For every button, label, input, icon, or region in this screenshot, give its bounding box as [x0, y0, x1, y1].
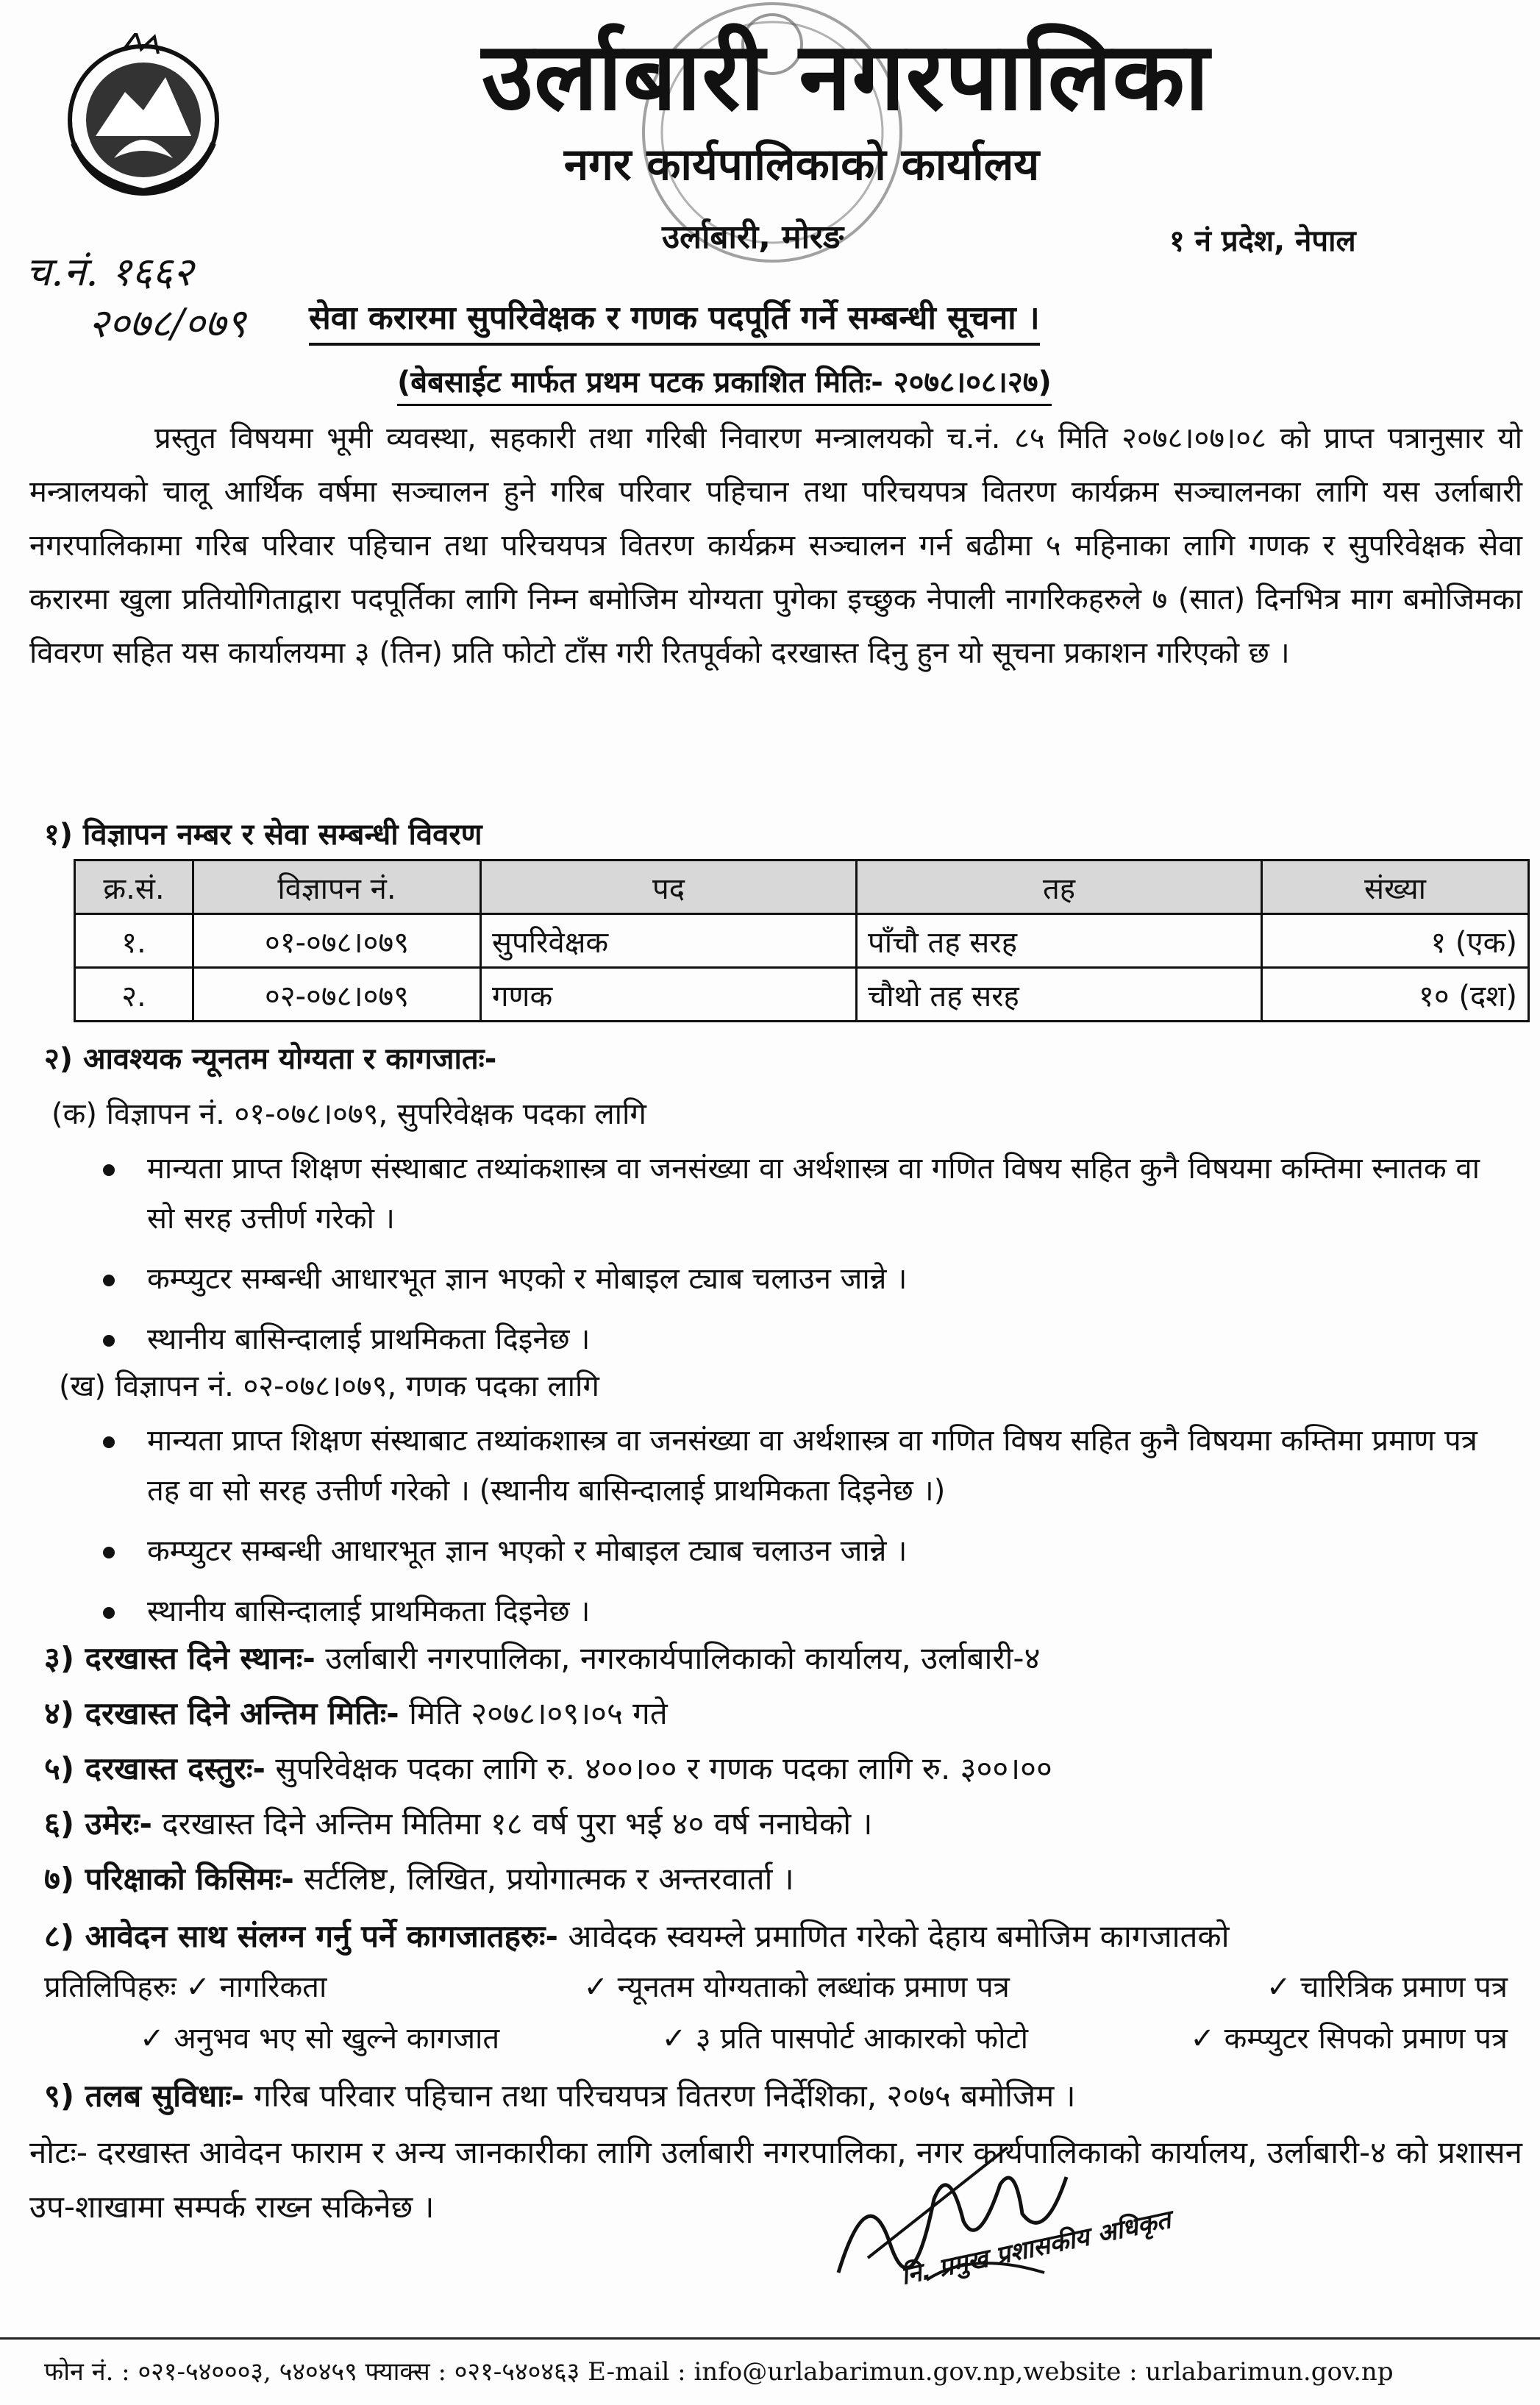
bullet-icon — [103, 1164, 115, 1176]
application-place — [44, 1636, 1040, 1678]
contact-footer: फोन नं. : ०२१-५४०००३, ५४०४५९ फ्याक्स : ०२१-५४०४६३ E-mail : info@urlabarimun.gov.np,website : urlabarimun.gov.np — [44, 2357, 1394, 2387]
column-header: विज्ञापन नं. — [193, 861, 481, 914]
bullet-icon — [103, 1335, 115, 1347]
item-label: ७) परिक्षाको किसिमः- — [44, 1861, 294, 1897]
table-cell: ०१-०७८।०७९ — [193, 914, 481, 968]
check-item: ✓ चारित्रिक प्रमाण पत्र — [1266, 1970, 1508, 2004]
table-cell: पाँचौ तह सरह — [857, 914, 1262, 968]
list-item-text: मान्यता प्राप्त शिक्षण संस्थाबाट तथ्यांकशास्त्र वा जनसंख्या वा अर्थशास्त्र वा गणित विषय सहित कुनै विषयमा कम्तिमा स्नातक वा सो सरह उत्तीर्ण गरेको । — [147, 1152, 1480, 1236]
part-b-title: (ख) विज्ञापन नं. ०२-०७८।०७९, गणक पदका लागि — [59, 1369, 599, 1403]
list-item — [103, 1416, 1515, 1516]
list-item-text: स्थानीय बासिन्दालाई प्राथमिकता दिइनेछ । — [147, 1322, 591, 1356]
notice-heading: सेवा करारमा सुपरिवेक्षक र गणक पदपूर्ति गर्ने सम्बन्धी सूचना । — [309, 294, 1040, 346]
signing-officer: नि. प्रमुख प्रशासकीय अधिकृत — [898, 2205, 1174, 2292]
table-cell: १० (दश) — [1262, 968, 1529, 1022]
column-header: पद — [481, 861, 857, 914]
list-item-text: स्थानीय बासिन्दालाई प्राथमिकता दिइनेछ । — [147, 1595, 591, 1628]
table-cell: १ (एक) — [1262, 914, 1529, 968]
check-item: ✓ न्यूनतम योग्यताको लब्धांक प्रमाण पत्र — [583, 1970, 1010, 2004]
item-value: गरिब परिवार पहिचान तथा परिचयपत्र वितरण निर्देशिका, २०७५ बमोजिम । — [254, 2078, 1076, 2114]
office-location: उर्लाबारी, मोरङ — [662, 218, 844, 256]
age-requirement — [44, 1802, 872, 1844]
column-header: तह — [857, 861, 1262, 914]
fiscal-year: २०७८/०७९ — [88, 300, 246, 346]
part-a-title: (क) विज्ञापन नं. ०१-०७८।०७९, सुपरिवेक्षक पदका लागि — [51, 1097, 646, 1131]
application-deadline — [44, 1692, 668, 1734]
vacancy-table — [74, 859, 1530, 1022]
list-item — [103, 1526, 1515, 1576]
required-documents — [44, 1912, 1508, 1961]
bullet-icon — [103, 1547, 115, 1558]
part-b-list — [103, 1416, 1515, 1647]
exam-type — [44, 1857, 794, 1899]
municipality-title: उर्लाबारी नगरपालिका — [481, 22, 1211, 132]
list-item — [103, 1314, 1515, 1364]
part-a-list — [103, 1144, 1515, 1375]
document-checklist-row-2 — [140, 2017, 1508, 2057]
bullet-icon — [103, 1607, 115, 1619]
table-cell: २. — [75, 968, 193, 1022]
application-fee — [44, 1747, 1052, 1789]
item-label: ८) आवेदन साथ संलग्न गर्नु पर्ने कागजातहरुः- — [44, 1918, 558, 1954]
bullet-icon — [103, 1436, 115, 1448]
notice-intro: प्रस्तुत विषयमा भूमी व्यवस्था, सहकारी तथा गरिबी निवारण मन्त्रालयको च.नं. ८५ मिति २०७८।०७।०८ को प्राप्त पत्रानुसार यो मन्त्रालयको चालू आर्थिक वर्षमा सञ्चालन हुने गरिब परिवार पहिचान तथा परिचयपत्र वितरण कार्यक्रम सञ्चालनका लागि यस उर्लाबारी नगरपालिकामा गरिब परिवार पहिचान तथा परिचयपत्र वितरण कार्यक्रम सञ्चालन गर्न बढीमा ५ महिनाका लागि गणक र सुपरिवेक्षक सेवा करारमा खुला प्रतियोगिताद्वारा पदपूर्तिका लागि निम्न बमोजिम योग्यता पुगेका इच्छुक नेपाली नागरिकहरुले ७ (सात) दिनभित्र माग बमोजिमका विवरण सहित यस कार्यालयमा ३ (तिन) प्रति फोटो टाँस गरी रितपूर्वको दरखास्त दिनु हुन यो सूचना प्रकाशन गरिएको छ । — [29, 421, 1522, 670]
check-item: ✓ कम्प्युटर सिपको प्रमाण पत्र — [1190, 2022, 1508, 2056]
list-item — [103, 1586, 1515, 1636]
reference-number: च.नं. १६६२ — [26, 249, 194, 295]
office-name: नगर कार्यपालिकाको कार्यालय — [563, 139, 1040, 190]
table-cell: सुपरिवेक्षक — [481, 914, 857, 968]
item-value: उर्लाबारी नगरपालिका, नगरकार्यपालिकाको कार्यालय, उर्लाबारी-४ — [325, 1640, 1041, 1676]
list-item — [103, 1144, 1515, 1244]
item-value: दरखास्त दिने अन्तिम मितिमा १८ वर्ष पुरा भई ४० वर्ष ननाघेको । — [162, 1806, 873, 1842]
table-cell: चौथो तह सरह — [857, 968, 1262, 1022]
column-header: क्र.सं. — [75, 861, 193, 914]
table-row — [75, 914, 1529, 968]
item-label: ९) तलब सुविधाः- — [44, 2078, 244, 2114]
check-item: ✓ अनुभव भए सो खुल्ने कागजात — [140, 2022, 500, 2056]
government-emblem — [44, 33, 243, 202]
list-item-text: कम्प्युटर सम्बन्धी आधारभूत ज्ञान भएको र मोबाइल ट्याब चलाउन जान्ने । — [147, 1534, 908, 1568]
section-2-title: २) आवश्यक न्यूनतम योग्यता र कागजातः- — [44, 1042, 497, 1076]
province-label: १ नं प्रदेश, नेपाल — [1169, 224, 1356, 258]
table-cell: गणक — [481, 968, 857, 1022]
salary-facility — [44, 2074, 1076, 2116]
notice-subheading: (बेबसाईट मार्फत प्रथम पटक प्रकाशित मितिः- २०७८।०८।२७) — [397, 360, 1052, 406]
item-value: सुपरिवेक्षक पदका लागि रु. ४००।०० र गणक पदका लागि रु. ३००।०० — [275, 1750, 1052, 1786]
item-value: आवेदक स्वयम्ले प्रमाणित गरेको देहाय बमोजिम कागजातको — [568, 1918, 1230, 1954]
column-header: संख्या — [1262, 861, 1529, 914]
table-cell: ०२-०७८।०७९ — [193, 968, 481, 1022]
check-item: ✓ ३ प्रति पासपोर्ट आकारको फोटो — [661, 2022, 1028, 2056]
check-item: प्रतिलिपिहरुः ✓ नागरिकता — [44, 1970, 327, 2004]
list-item-text: मान्यता प्राप्त शिक्षण संस्थाबाट तथ्यांकशास्त्र वा जनसंख्या वा अर्थशास्त्र वा गणित विषय सहित कुनै विषयमा कम्तिमा प्रमाण पत्र तह वा सो सरह उत्तीर्ण गरेको । (स्थानीय बासिन्दालाई प्राथमिकता दिइनेछ ।) — [147, 1424, 1477, 1508]
item-label: ६) उमेरः- — [44, 1806, 152, 1842]
table-header-row — [75, 861, 1529, 914]
item-label: ३) दरखास्त दिने स्थानः- — [44, 1640, 316, 1676]
list-item-text: कम्प्युटर सम्बन्धी आधारभूत ज्ञान भएको र मोबाइल ट्याब चलाउन जान्ने । — [147, 1262, 908, 1296]
contact-note: नोटः- दरखास्त आवेदन फाराम र अन्य जानकारीका लागि उर्लाबारी नगरपालिका, नगर कार्यपालिकाको कार्यालय, उर्लाबारी-४ को प्रशासन उप-शाखामा सम्पर्क राख्न सकिनेछ । — [29, 2134, 1522, 2225]
table-cell: १. — [75, 914, 193, 968]
item-label: ५) दरखास्त दस्तुरः- — [44, 1750, 265, 1786]
item-value: सर्टलिष्ट, लिखित, प्रयोगात्मक र अन्तरवार्ता । — [304, 1861, 794, 1897]
list-item — [103, 1254, 1515, 1304]
table-row — [75, 968, 1529, 1022]
bullet-icon — [103, 1275, 115, 1286]
item-label: ४) दरखास्त दिने अन्तिम मितिः- — [44, 1695, 399, 1731]
footer-divider — [0, 2337, 1540, 2340]
section-1-title: १) विज्ञापन नम्बर र सेवा सम्बन्धी विवरण — [44, 818, 482, 852]
item-value: मिति २०७८।०९।०५ गते — [409, 1695, 668, 1731]
document-checklist-row-1 — [44, 1965, 1508, 2006]
